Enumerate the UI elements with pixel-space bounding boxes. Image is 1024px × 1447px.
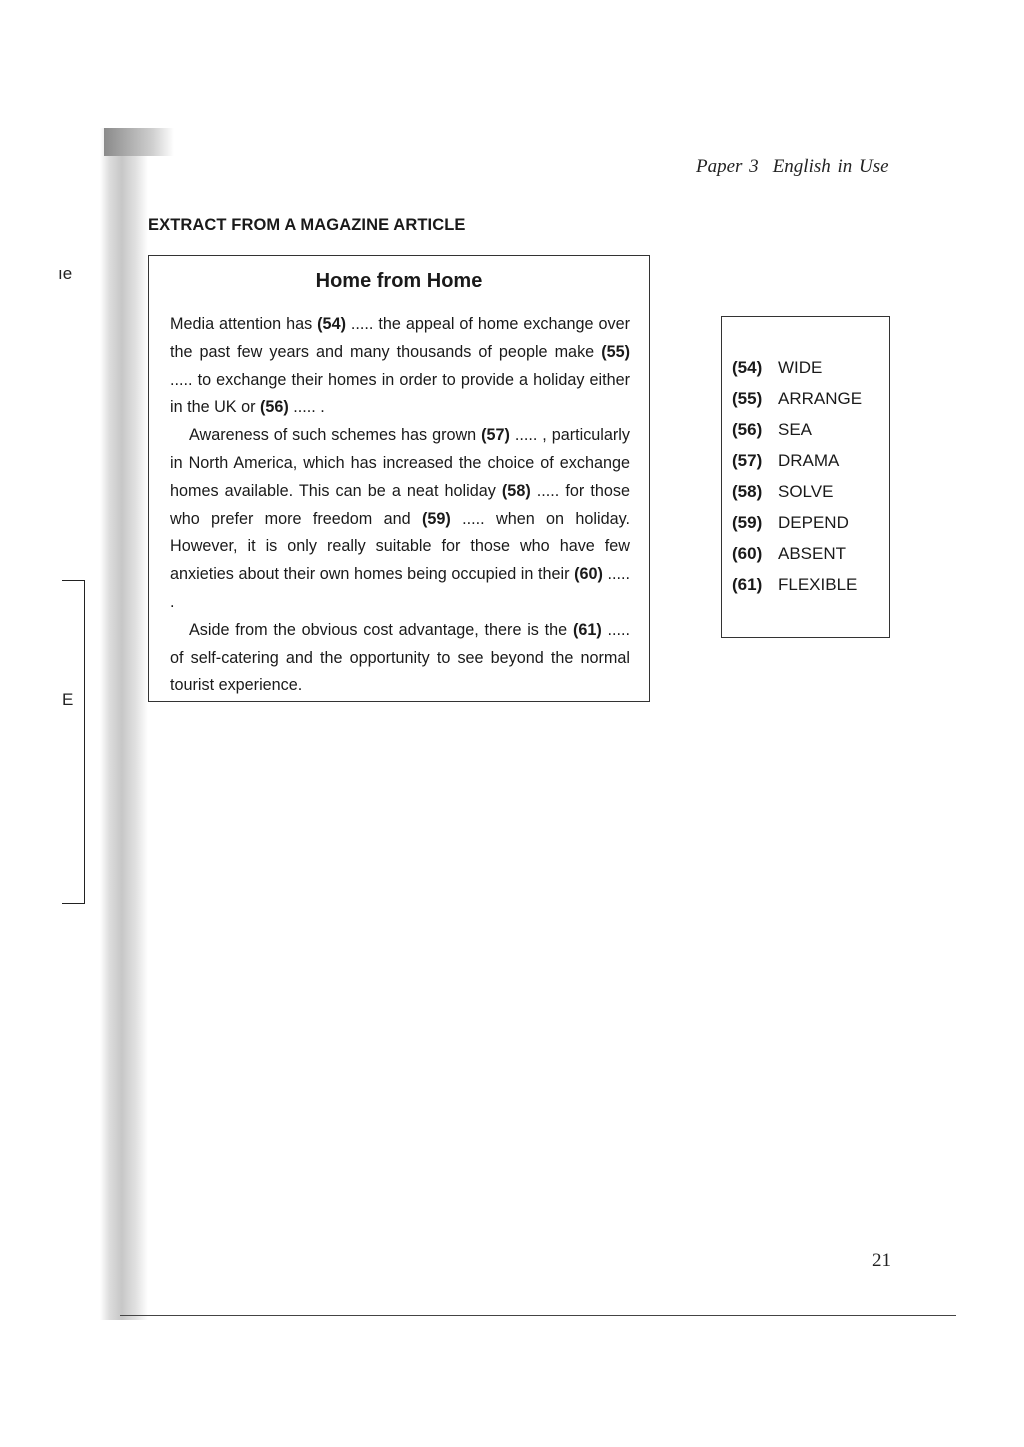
item-word: DEPEND <box>778 513 849 532</box>
item-number: (55) <box>732 389 763 408</box>
text-run: ..... of self-catering and the opportunity to see beyond the normal tourist experience. <box>170 620 630 695</box>
text-run: ..... , particularly in North America, which has increased the choice of exchange homes available. This can be a neat holiday <box>170 426 630 500</box>
article-paragraph-3 <box>170 617 630 700</box>
word-list-item <box>732 352 862 383</box>
text-run: ..... the appeal of home exchange over the past few years and many thousands of people make <box>170 315 630 361</box>
item-word: SOLVE <box>778 482 834 501</box>
gap-61: (61) <box>572 620 602 639</box>
word-list-item <box>732 569 862 600</box>
item-number: (60) <box>732 544 763 563</box>
word-list-item <box>732 445 862 476</box>
text-run: ..... . <box>170 565 630 611</box>
word-list-item <box>732 383 862 414</box>
text-run: Awareness of such schemes has grown <box>189 426 482 445</box>
text-run: Media attention has <box>170 315 318 333</box>
gap-55: (55) <box>601 342 630 361</box>
item-number: (54) <box>732 358 763 377</box>
article-paragraph-1 <box>170 311 630 422</box>
text-run: ..... when on holiday. However, it is only really suitable for those who have few anxieties about their own homes being occupied in their <box>170 509 630 584</box>
facing-page-bracket <box>62 580 85 904</box>
item-word: ABSENT <box>778 544 847 563</box>
page-number: 21 <box>872 1250 891 1271</box>
gap-54: (54) <box>317 315 346 333</box>
item-word: WIDE <box>778 358 823 377</box>
text-run: ..... . <box>288 398 325 417</box>
running-head-title: English in Use <box>772 156 889 177</box>
item-number: (58) <box>732 482 763 501</box>
text-run: ..... to exchange their homes in order to provide a holiday either in the UK or <box>170 370 630 417</box>
item-word: FLEXIBLE <box>778 575 858 594</box>
word-list-item <box>732 507 862 538</box>
running-head <box>696 156 889 178</box>
article-title: Home from Home <box>315 270 483 292</box>
text-run: ..... for those who prefer more freedom and <box>170 481 630 528</box>
word-list-box <box>721 316 890 638</box>
item-number: (56) <box>732 420 763 439</box>
gap-59: (59) <box>422 509 451 528</box>
bottom-rule <box>120 1315 956 1316</box>
book-spine-shadow <box>100 128 148 1320</box>
article-box <box>148 255 650 702</box>
book-spine-shadow-top <box>104 128 174 156</box>
text-run: Aside from the obvious cost advantage, there is the <box>189 620 573 639</box>
word-list-item <box>732 476 862 507</box>
facing-page-fragment-top: ıe <box>58 264 73 283</box>
gap-60: (60) <box>574 565 603 584</box>
article-paragraph-2 <box>170 422 630 617</box>
item-word: ARRANGE <box>778 389 863 408</box>
gap-56: (56) <box>259 398 289 417</box>
item-number: (59) <box>732 513 763 532</box>
running-head-paper: Paper 3 <box>696 156 759 177</box>
word-list-item <box>732 538 862 569</box>
gap-57: (57) <box>481 426 510 445</box>
item-number: (57) <box>732 451 763 470</box>
gap-58: (58) <box>501 481 531 500</box>
item-number: (61) <box>732 575 763 594</box>
item-word: SEA <box>778 420 813 439</box>
word-list <box>732 352 862 600</box>
word-list-item <box>732 414 862 445</box>
facing-page-fragment-bottom: E <box>62 690 74 709</box>
section-heading: EXTRACT FROM A MAGAZINE ARTICLE <box>148 216 466 234</box>
item-word: DRAMA <box>778 451 840 470</box>
article-body <box>170 311 630 700</box>
